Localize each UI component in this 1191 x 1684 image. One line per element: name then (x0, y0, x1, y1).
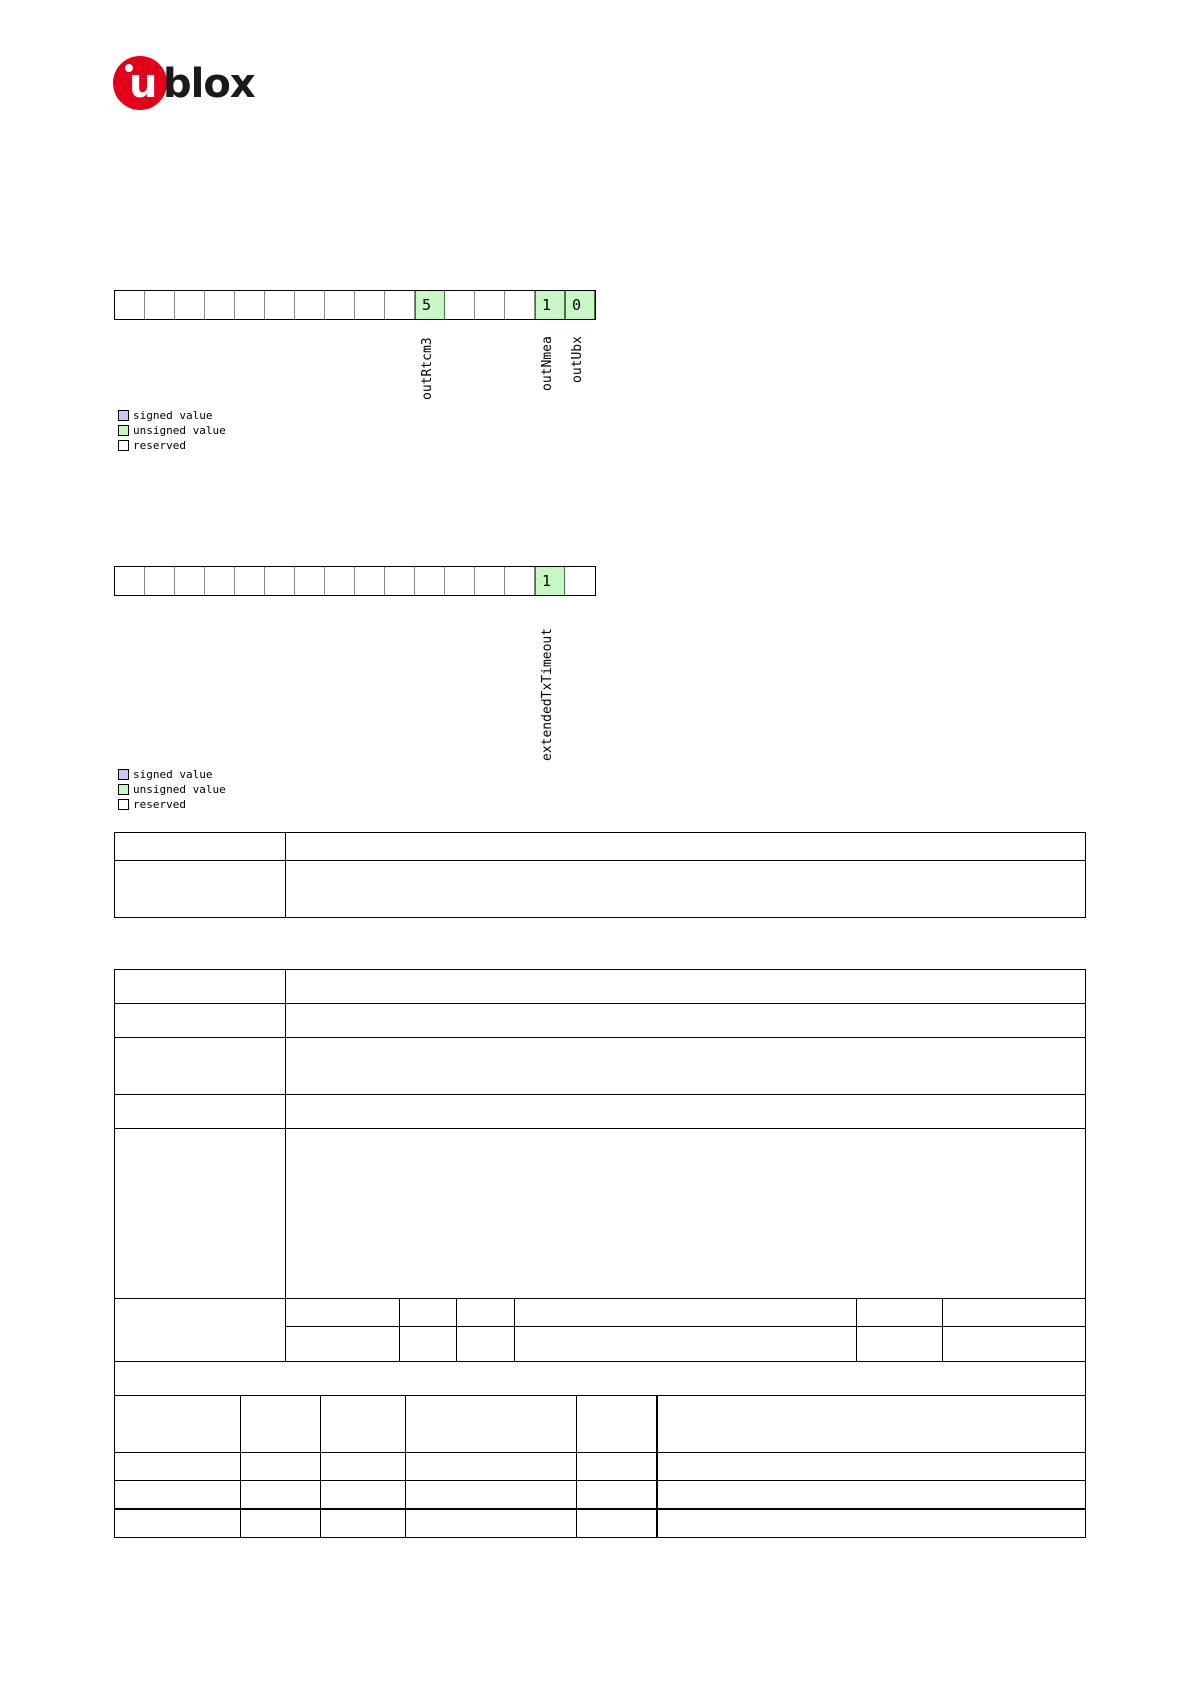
table-cell (406, 1396, 577, 1453)
field-label-outubx: outUbx (570, 336, 585, 383)
table-cell (657, 1481, 1086, 1509)
table-cell (943, 1299, 1086, 1327)
table-cell (400, 1327, 457, 1362)
bit-cell (385, 291, 415, 319)
bit-cell (145, 291, 175, 319)
bit-cell (475, 567, 505, 595)
table-cell (657, 1396, 1086, 1453)
bit-cell (235, 567, 265, 595)
structure-header-table (114, 1298, 1086, 1396)
table-cell (115, 970, 286, 1004)
table-row (115, 1509, 1086, 1538)
legend-reserved: reserved (118, 438, 226, 453)
table-cell (286, 1129, 1086, 1299)
legend-swatch-unsigned (118, 784, 129, 795)
table-cell (577, 1396, 657, 1453)
table-cell (321, 1453, 406, 1481)
bit-cell (115, 291, 145, 319)
bit-cell (325, 291, 355, 319)
table-cell (115, 1362, 1086, 1396)
bit-cell (295, 291, 325, 319)
bit-cell-outubx: 0 (565, 291, 595, 319)
bit-cell-outnmea: 1 (535, 291, 565, 319)
field-label-outrtcm3: outRtcm3 (420, 337, 435, 400)
bit-cell (205, 567, 235, 595)
legend-unsigned: unsigned value (118, 782, 226, 797)
legend-reserved: reserved (118, 797, 226, 812)
bit-cell (175, 291, 205, 319)
bitfield-flags (114, 566, 596, 596)
bit-cell (265, 567, 295, 595)
table-cell (515, 1299, 857, 1327)
table-row (115, 1453, 1086, 1481)
legend-swatch-signed (118, 769, 129, 780)
table-row (115, 833, 1086, 861)
legend-unsigned: unsigned value (118, 423, 226, 438)
table-cell (406, 1453, 577, 1481)
bit-cell (565, 567, 595, 595)
bit-cell (385, 567, 415, 595)
legend-signed: signed value (118, 408, 226, 423)
table-cell (515, 1327, 857, 1362)
table-cell (321, 1509, 406, 1538)
legend-swatch-reserved (118, 799, 129, 810)
bitfield1-legend (118, 408, 226, 453)
table-cell (286, 1004, 1086, 1038)
bit-cell (265, 291, 295, 319)
bit-cell (325, 567, 355, 595)
table-cell (286, 1327, 400, 1362)
table-cell (115, 1004, 286, 1038)
legend-swatch-reserved (118, 440, 129, 451)
table-cell (857, 1299, 943, 1327)
table-cell (286, 1299, 400, 1327)
legend-signed: signed value (118, 767, 226, 782)
bit-cell (115, 567, 145, 595)
table-cell (241, 1396, 321, 1453)
table-row (115, 1299, 1086, 1327)
legend-swatch-unsigned (118, 425, 129, 436)
table-cell (400, 1299, 457, 1327)
table-header-row (115, 1396, 1086, 1453)
table-row (115, 861, 1086, 918)
bit-cell-extendedtxtimeout: 1 (535, 567, 565, 595)
bit-cell (445, 567, 475, 595)
table-row (115, 1095, 1086, 1129)
bit-cell (415, 567, 445, 595)
table-cell (115, 1453, 241, 1481)
table-cell (286, 970, 1086, 1004)
table-cell (457, 1299, 515, 1327)
bit-cell (475, 291, 505, 319)
bit-cell (355, 291, 385, 319)
table-cell (457, 1327, 515, 1362)
table-cell (286, 1095, 1086, 1129)
table-cell (321, 1396, 406, 1453)
table-cell (115, 1299, 286, 1362)
table-cell (857, 1327, 943, 1362)
table-cell (241, 1509, 321, 1538)
table-cell (115, 833, 286, 861)
table-cell (657, 1453, 1086, 1481)
payload-table (114, 1395, 1086, 1538)
bit-cell (205, 291, 235, 319)
info-table-1 (114, 832, 1086, 918)
legend-swatch-signed (118, 410, 129, 421)
ublox-logo (113, 56, 263, 112)
table-cell (577, 1453, 657, 1481)
bit-cell (505, 567, 535, 595)
bitfield-outprotomask (114, 290, 596, 320)
bit-cell-outrtcm3: 5 (415, 291, 445, 319)
message-table (114, 969, 1086, 1299)
table-cell (943, 1327, 1086, 1362)
table-cell (115, 1509, 241, 1538)
table-cell (286, 1038, 1086, 1095)
table-cell (577, 1509, 657, 1538)
bit-cell (145, 567, 175, 595)
table-cell (115, 1095, 286, 1129)
table-cell (241, 1481, 321, 1509)
table-row (115, 1038, 1086, 1095)
bit-cell (295, 567, 325, 595)
table-cell (115, 1038, 286, 1095)
table-row (115, 1481, 1086, 1509)
table-cell (115, 1129, 286, 1299)
table-cell (286, 861, 1086, 918)
table-cell (115, 861, 286, 918)
table-row (115, 1129, 1086, 1299)
logo-u: u (129, 61, 158, 107)
bit-cell (175, 567, 205, 595)
table-cell (286, 833, 1086, 861)
bitfield2-legend (118, 767, 226, 812)
table-row (115, 1004, 1086, 1038)
field-label-extendedtxtimeout: extendedTxTimeout (540, 627, 555, 761)
table-row (115, 1362, 1086, 1396)
table-cell (115, 1481, 241, 1509)
bit-cell (505, 291, 535, 319)
field-label-outnmea: outNmea (540, 336, 555, 391)
table-cell (657, 1509, 1086, 1538)
bit-cell (355, 567, 385, 595)
bit-cell (445, 291, 475, 319)
table-cell (241, 1453, 321, 1481)
table-cell (406, 1509, 577, 1538)
bit-cell (235, 291, 265, 319)
table-cell (577, 1481, 657, 1509)
table-row (115, 970, 1086, 1004)
logo-blox: blox (163, 61, 255, 107)
table-cell (321, 1481, 406, 1509)
table-cell (406, 1481, 577, 1509)
table-cell (115, 1396, 241, 1453)
